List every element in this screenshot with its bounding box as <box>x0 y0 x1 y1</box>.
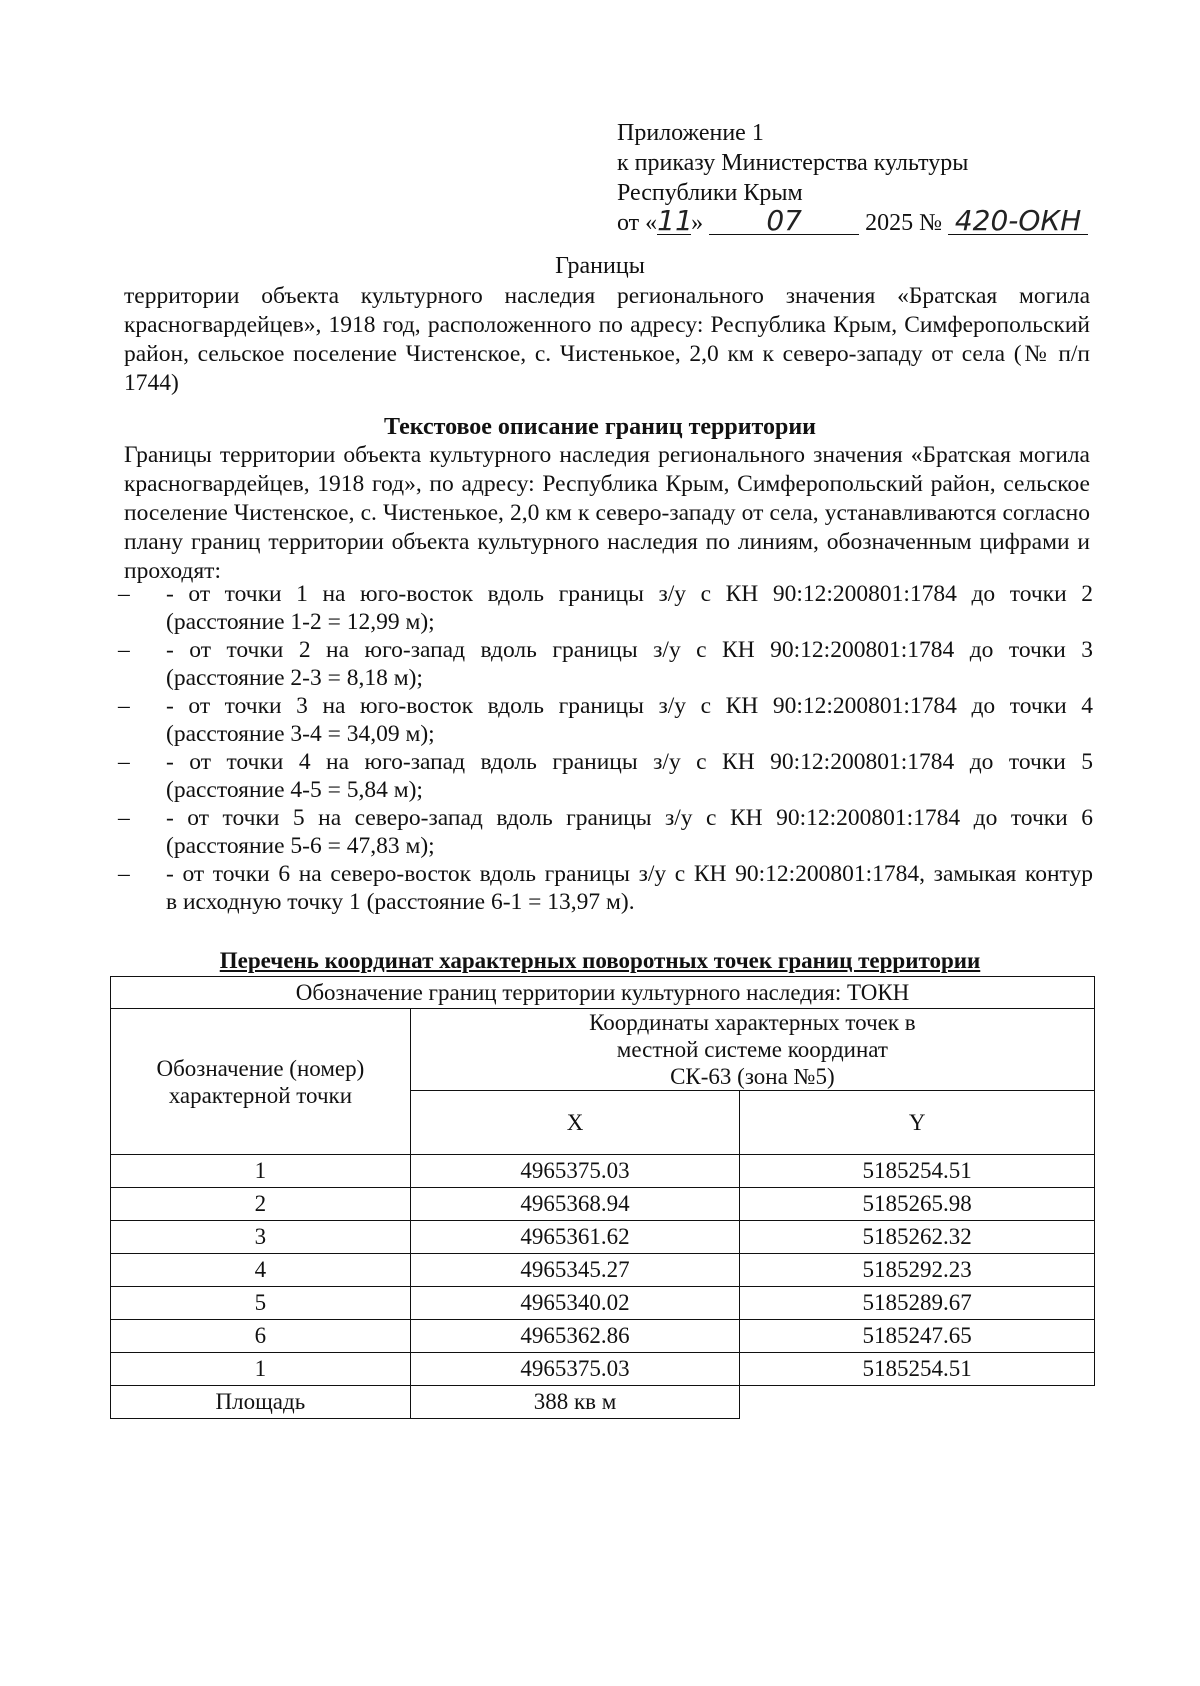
x-coordinate: 4965375.03 <box>410 1155 740 1188</box>
appendix-line-1: Приложение 1 <box>617 120 764 146</box>
table-row <box>111 1287 1095 1320</box>
date-prefix: от « <box>617 210 658 236</box>
point-number: 4 <box>111 1254 411 1287</box>
coordinates-table <box>110 976 1095 1419</box>
list-item-line: - от точки 5 на северо-запад вдоль границы з/у с КН 90:12:200801:1784 до точки 6 <box>166 805 1093 831</box>
point-number: 5 <box>111 1287 411 1320</box>
point-number: 1 <box>111 1155 411 1188</box>
coords-column-header <box>410 1009 1094 1091</box>
appendix-line-3: Республики Крым <box>617 180 803 206</box>
list-item-line: - от точки 3 на юго-восток вдоль границы з/у с КН 90:12:200801:1784 до точки 4 <box>166 693 1093 719</box>
x-coordinate: 4965362.86 <box>410 1320 740 1353</box>
list-item-distance: (расстояние 2-3 = 8,18 м); <box>166 665 423 691</box>
point-column-header: Обозначение (номер) характерной точки <box>111 1009 411 1155</box>
list-item <box>118 692 1093 748</box>
coordinates-table-title: Перечень координат характерных поворотных точек границ территории <box>219 948 981 973</box>
list-dash: – <box>118 861 130 887</box>
appendix-block <box>617 118 1137 238</box>
order-month: 07 <box>709 208 859 235</box>
table-row <box>111 1254 1095 1287</box>
list-dash: – <box>118 581 130 607</box>
x-coordinate: 4965361.62 <box>410 1221 740 1254</box>
x-coordinate: 4965340.02 <box>410 1287 740 1320</box>
list-item-distance: (расстояние 1-2 = 12,99 м); <box>166 609 435 635</box>
document-subtitle: территории объекта культурного наследия регионального значения «Братская могила красногвардейцев», 1918 год, расположенного по адресу: Республика Крым, Симферопольский район, сельское поселение Чистенское, с. Чистенькое, 2,0 км к северо-западу от села (№ п/п 1744) <box>124 283 1090 396</box>
area-label: Площадь <box>111 1386 411 1419</box>
point-number: 2 <box>111 1188 411 1221</box>
y-coordinate: 5185254.51 <box>740 1353 1095 1386</box>
list-dash: – <box>118 805 130 831</box>
point-number: 6 <box>111 1320 411 1353</box>
y-coordinate: 5185254.51 <box>740 1155 1095 1188</box>
order-year-number-label: 2025 № <box>865 210 943 236</box>
text-description-intro: Границы территории объекта культурного наследия регионального значения «Братская могила красногвардейцев, 1918 год», по адресу: Республика Крым, Симферопольский район, сельское поселение Чистенское, с. Чистенькое, 2,0 км к северо-западу от села, устанавливаются согласно плану границ территории объекта культурного наследия по линиям, обозначенным цифрами и проходят: <box>124 442 1090 584</box>
list-item-line: - от точки 6 на северо-восток вдоль границы з/у с КН 90:12:200801:1784, замыкая контур <box>166 861 1093 887</box>
x-coordinate: 4965375.03 <box>410 1353 740 1386</box>
list-item-line: - от точки 4 на юго-запад вдоль границы з/у с КН 90:12:200801:1784 до точки 5 <box>166 749 1093 775</box>
y-coordinate: 5185262.32 <box>740 1221 1095 1254</box>
table-caption: Обозначение границ территории культурного наследия: ТОКН <box>111 977 1095 1009</box>
area-row <box>111 1386 1095 1419</box>
coords-header-line-2: местной системе координат <box>616 1037 888 1062</box>
list-item-distance: в исходную точку 1 (расстояние 6-1 = 13,97 м). <box>166 889 635 915</box>
list-item-distance: (расстояние 5-6 = 47,83 м); <box>166 833 435 859</box>
text-description-heading: Текстовое описание границ территории <box>383 414 817 440</box>
area-empty-cell <box>740 1386 1095 1419</box>
appendix-line-2: к приказу Министерства культуры <box>617 150 969 176</box>
order-day: 11 <box>657 204 693 237</box>
x-coordinate: 4965368.94 <box>410 1188 740 1221</box>
list-dash: – <box>118 693 130 719</box>
y-coordinate: 5185247.65 <box>740 1320 1095 1353</box>
list-item-line: - от точки 2 на юго-запад вдоль границы з/у с КН 90:12:200801:1784 до точки 3 <box>166 637 1093 663</box>
list-item <box>118 748 1093 804</box>
y-column-header: Y <box>740 1091 1095 1155</box>
x-coordinate: 4965345.27 <box>410 1254 740 1287</box>
list-dash: – <box>118 637 130 663</box>
list-item <box>118 804 1093 860</box>
area-value: 388 кв м <box>410 1386 740 1419</box>
table-row <box>111 1155 1095 1188</box>
order-number: 420-ОКН <box>948 208 1088 235</box>
y-coordinate: 5185292.23 <box>740 1254 1095 1287</box>
coords-header-line-3: СК-63 (зона №5) <box>670 1064 835 1089</box>
document-title: Границы <box>555 253 645 279</box>
boundary-segments-list <box>118 580 1093 916</box>
coords-header-line-1: Координаты характерных точек в <box>589 1010 916 1035</box>
table-row <box>111 1188 1095 1221</box>
point-number: 3 <box>111 1221 411 1254</box>
list-dash: – <box>118 749 130 775</box>
table-row <box>111 1221 1095 1254</box>
list-item-line: - от точки 1 на юго-восток вдоль границы з/у с КН 90:12:200801:1784 до точки 2 <box>166 581 1093 607</box>
y-coordinate: 5185289.67 <box>740 1287 1095 1320</box>
table-row <box>111 1320 1095 1353</box>
date-mid: » <box>691 210 704 236</box>
list-item-distance: (расстояние 3-4 = 34,09 м); <box>166 721 435 747</box>
list-item <box>118 636 1093 692</box>
x-column-header: X <box>410 1091 740 1155</box>
order-date-line <box>617 204 1137 238</box>
point-number: 1 <box>111 1353 411 1386</box>
list-item <box>118 860 1093 916</box>
y-coordinate: 5185265.98 <box>740 1188 1095 1221</box>
list-item-distance: (расстояние 4-5 = 5,84 м); <box>166 777 423 803</box>
list-item <box>118 580 1093 636</box>
table-row <box>111 1353 1095 1386</box>
